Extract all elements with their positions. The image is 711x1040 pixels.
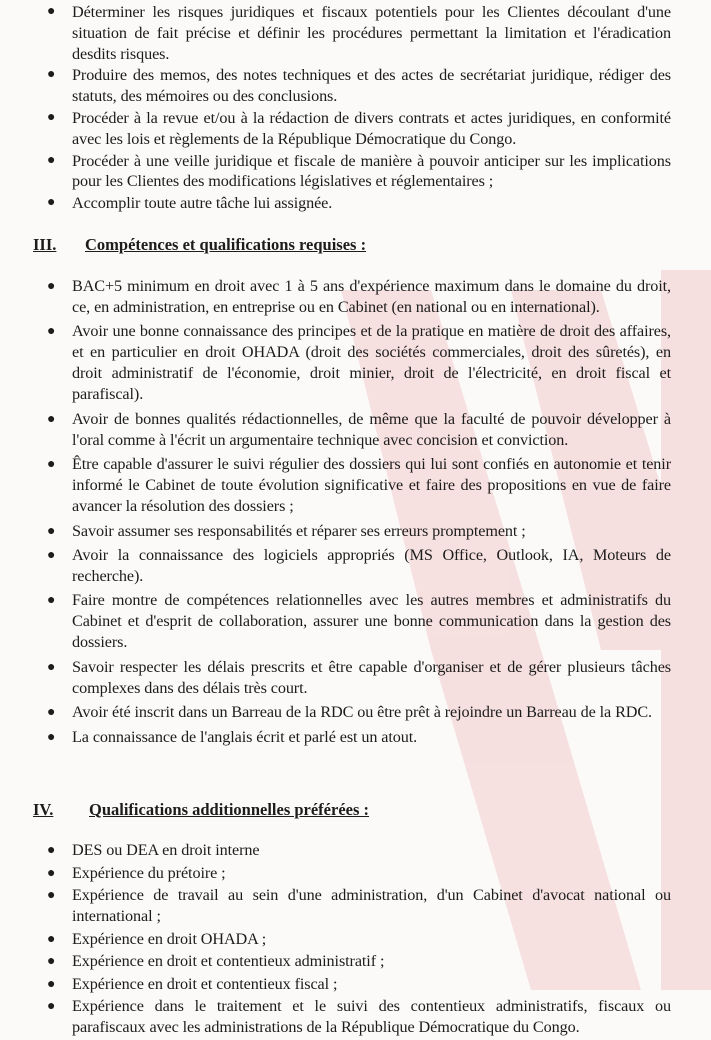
bullet-icon: ● <box>47 523 56 539</box>
bullet-icon: ● <box>47 279 56 294</box>
list-item-text: Avoir la connaissance des logiciels appropriés (MS Office, Outlook, IA, Moteurs de recherche). <box>72 545 671 585</box>
list-item <box>0 885 711 927</box>
list-item <box>0 974 711 995</box>
list-item-text: Être capable d'assurer le suivi régulier des dossiers qui lui sont confiés en autonomie et tenir informé le Cabinet de toute évolution significative et faire des propositions en vue de faire avancer la résolution des dossiers ; <box>72 455 671 516</box>
bullet-icon: ● <box>47 976 56 992</box>
section-number: III. <box>33 235 57 254</box>
responsibilities-list <box>0 2 711 215</box>
list-item-text: Expérience du prétoire ; <box>72 863 226 882</box>
bullet-icon: ● <box>47 931 56 947</box>
list-item <box>0 545 711 587</box>
list-item-text: Procéder à la revue et/ou à la rédaction de divers contrats et actes juridiques, en conformité avec les lois et règlements de la République Démocratique du Congo. <box>72 108 671 148</box>
list-item <box>0 727 711 748</box>
list-item <box>0 193 711 214</box>
bullet-icon: ● <box>47 888 56 903</box>
bullet-icon: ● <box>47 152 56 168</box>
list-item-text: Expérience de travail au sein d'une administration, d'un Cabinet d'avocat national ou international ; <box>72 886 671 925</box>
requirements-list <box>0 276 711 751</box>
list-item <box>0 929 711 950</box>
section-number: IV. <box>33 800 54 819</box>
bullet-icon: ● <box>47 593 56 609</box>
bullet-icon: ● <box>47 954 56 969</box>
section-title: Qualifications additionnelles préférées : <box>89 800 370 819</box>
list-item <box>0 2 711 64</box>
list-item-text: Expérience dans le traitement et le suivi des contentieux administratifs, fiscaux ou parafiscaux avec les administrations de la République Démocratique du Congo. <box>72 997 671 1036</box>
bullet-icon: ● <box>47 865 56 881</box>
list-item-text: Expérience en droit et contentieux fiscal ; <box>72 974 338 993</box>
section-heading-3 <box>33 235 366 255</box>
list-item-text: Avoir été inscrit dans un Barreau de la RDC ou être prêt à rejoindre un Barreau de la RDC. <box>72 703 652 722</box>
bullet-icon: ● <box>47 457 56 473</box>
bullet-icon: ● <box>47 109 56 125</box>
bullet-icon: ● <box>47 999 56 1014</box>
list-item-text: Accomplir toute autre tâche lui assignée. <box>72 194 333 213</box>
list-item <box>0 521 711 542</box>
list-item <box>0 996 711 1038</box>
bullet-icon: ● <box>47 67 56 83</box>
bullet-icon: ● <box>47 843 56 858</box>
list-item <box>0 863 711 884</box>
list-item-text: Expérience en droit OHADA ; <box>72 929 267 948</box>
list-item-text: BAC+5 minimum en droit avec 1 à 5 ans d'expérience maximum dans le domaine du droit, ce, en administration, en entreprise ou en Cabinet (en national ou en international). <box>72 277 671 316</box>
bullet-icon: ● <box>47 411 56 427</box>
list-item-text: DES ou DEA en droit interne <box>72 841 260 859</box>
list-item <box>0 276 711 318</box>
list-item-text: Produire des memos, des notes techniques et des actes de secrétariat juridique, rédiger des statuts, des mémoires ou des conclusions. <box>72 66 671 106</box>
list-item <box>0 151 711 193</box>
list-item <box>0 454 711 517</box>
list-item <box>0 702 711 723</box>
list-item <box>0 409 711 451</box>
bullet-icon: ● <box>47 547 56 563</box>
additional-qualifications-list <box>0 840 711 1040</box>
bullet-icon: ● <box>47 324 56 340</box>
list-item <box>0 65 711 107</box>
bullet-icon: ● <box>47 195 56 211</box>
list-item <box>0 951 711 972</box>
list-item <box>0 590 711 653</box>
list-item-text: Expérience en droit et contentieux administratif ; <box>72 952 385 970</box>
list-item <box>0 657 711 699</box>
bullet-icon: ● <box>47 4 56 19</box>
section-title: Compétences et qualifications requises : <box>85 235 367 254</box>
bullet-icon: ● <box>47 729 56 745</box>
list-item-text: Avoir une bonne connaissance des principes et de la pratique en matière de droit des affaires, et en particulier en droit OHADA (droit des sociétés commerciales, droit des sûretés), en droit administratif de l'économie, droit minier, droit de l'électricité, en droit fiscal et parafiscal). <box>72 322 671 404</box>
list-item <box>0 321 711 405</box>
list-item-text: Savoir assumer ses responsabilités et réparer ses erreurs promptement ; <box>72 521 526 540</box>
list-item <box>0 108 711 150</box>
list-item-text: Faire montre de compétences relationnelles avec les autres membres et administratifs du Cabinet et d'esprit de collaboration, assurer une bonne communication dans la gestion des dossiers. <box>72 591 671 652</box>
list-item-text: Déterminer les risques juridiques et fiscaux potentiels pour les Clientes découlant d'une situation de fait précise et définir les procédures permettant la limitation et l'éradication desdits risques. <box>72 3 671 63</box>
bullet-icon: ● <box>47 659 56 675</box>
list-item-text: Procéder à une veille juridique et fiscale de manière à pouvoir anticiper sur les implications pour les Clientes des modifications législatives et réglementaires ; <box>72 151 671 191</box>
section-heading-4 <box>33 800 369 820</box>
list-item-text: La connaissance de l'anglais écrit et parlé est un atout. <box>72 727 418 746</box>
list-item-text: Avoir de bonnes qualités rédactionnelles, de même que la faculté de pouvoir développer à l'oral comme à l'écrit un argumentaire technique avec concision et conviction. <box>72 409 671 449</box>
list-item-text: Savoir respecter les délais prescrits et être capable d'organiser et de gérer plusieurs tâches complexes dans des délais très court. <box>72 657 671 697</box>
bullet-icon: ● <box>47 705 56 721</box>
list-item <box>0 840 711 861</box>
